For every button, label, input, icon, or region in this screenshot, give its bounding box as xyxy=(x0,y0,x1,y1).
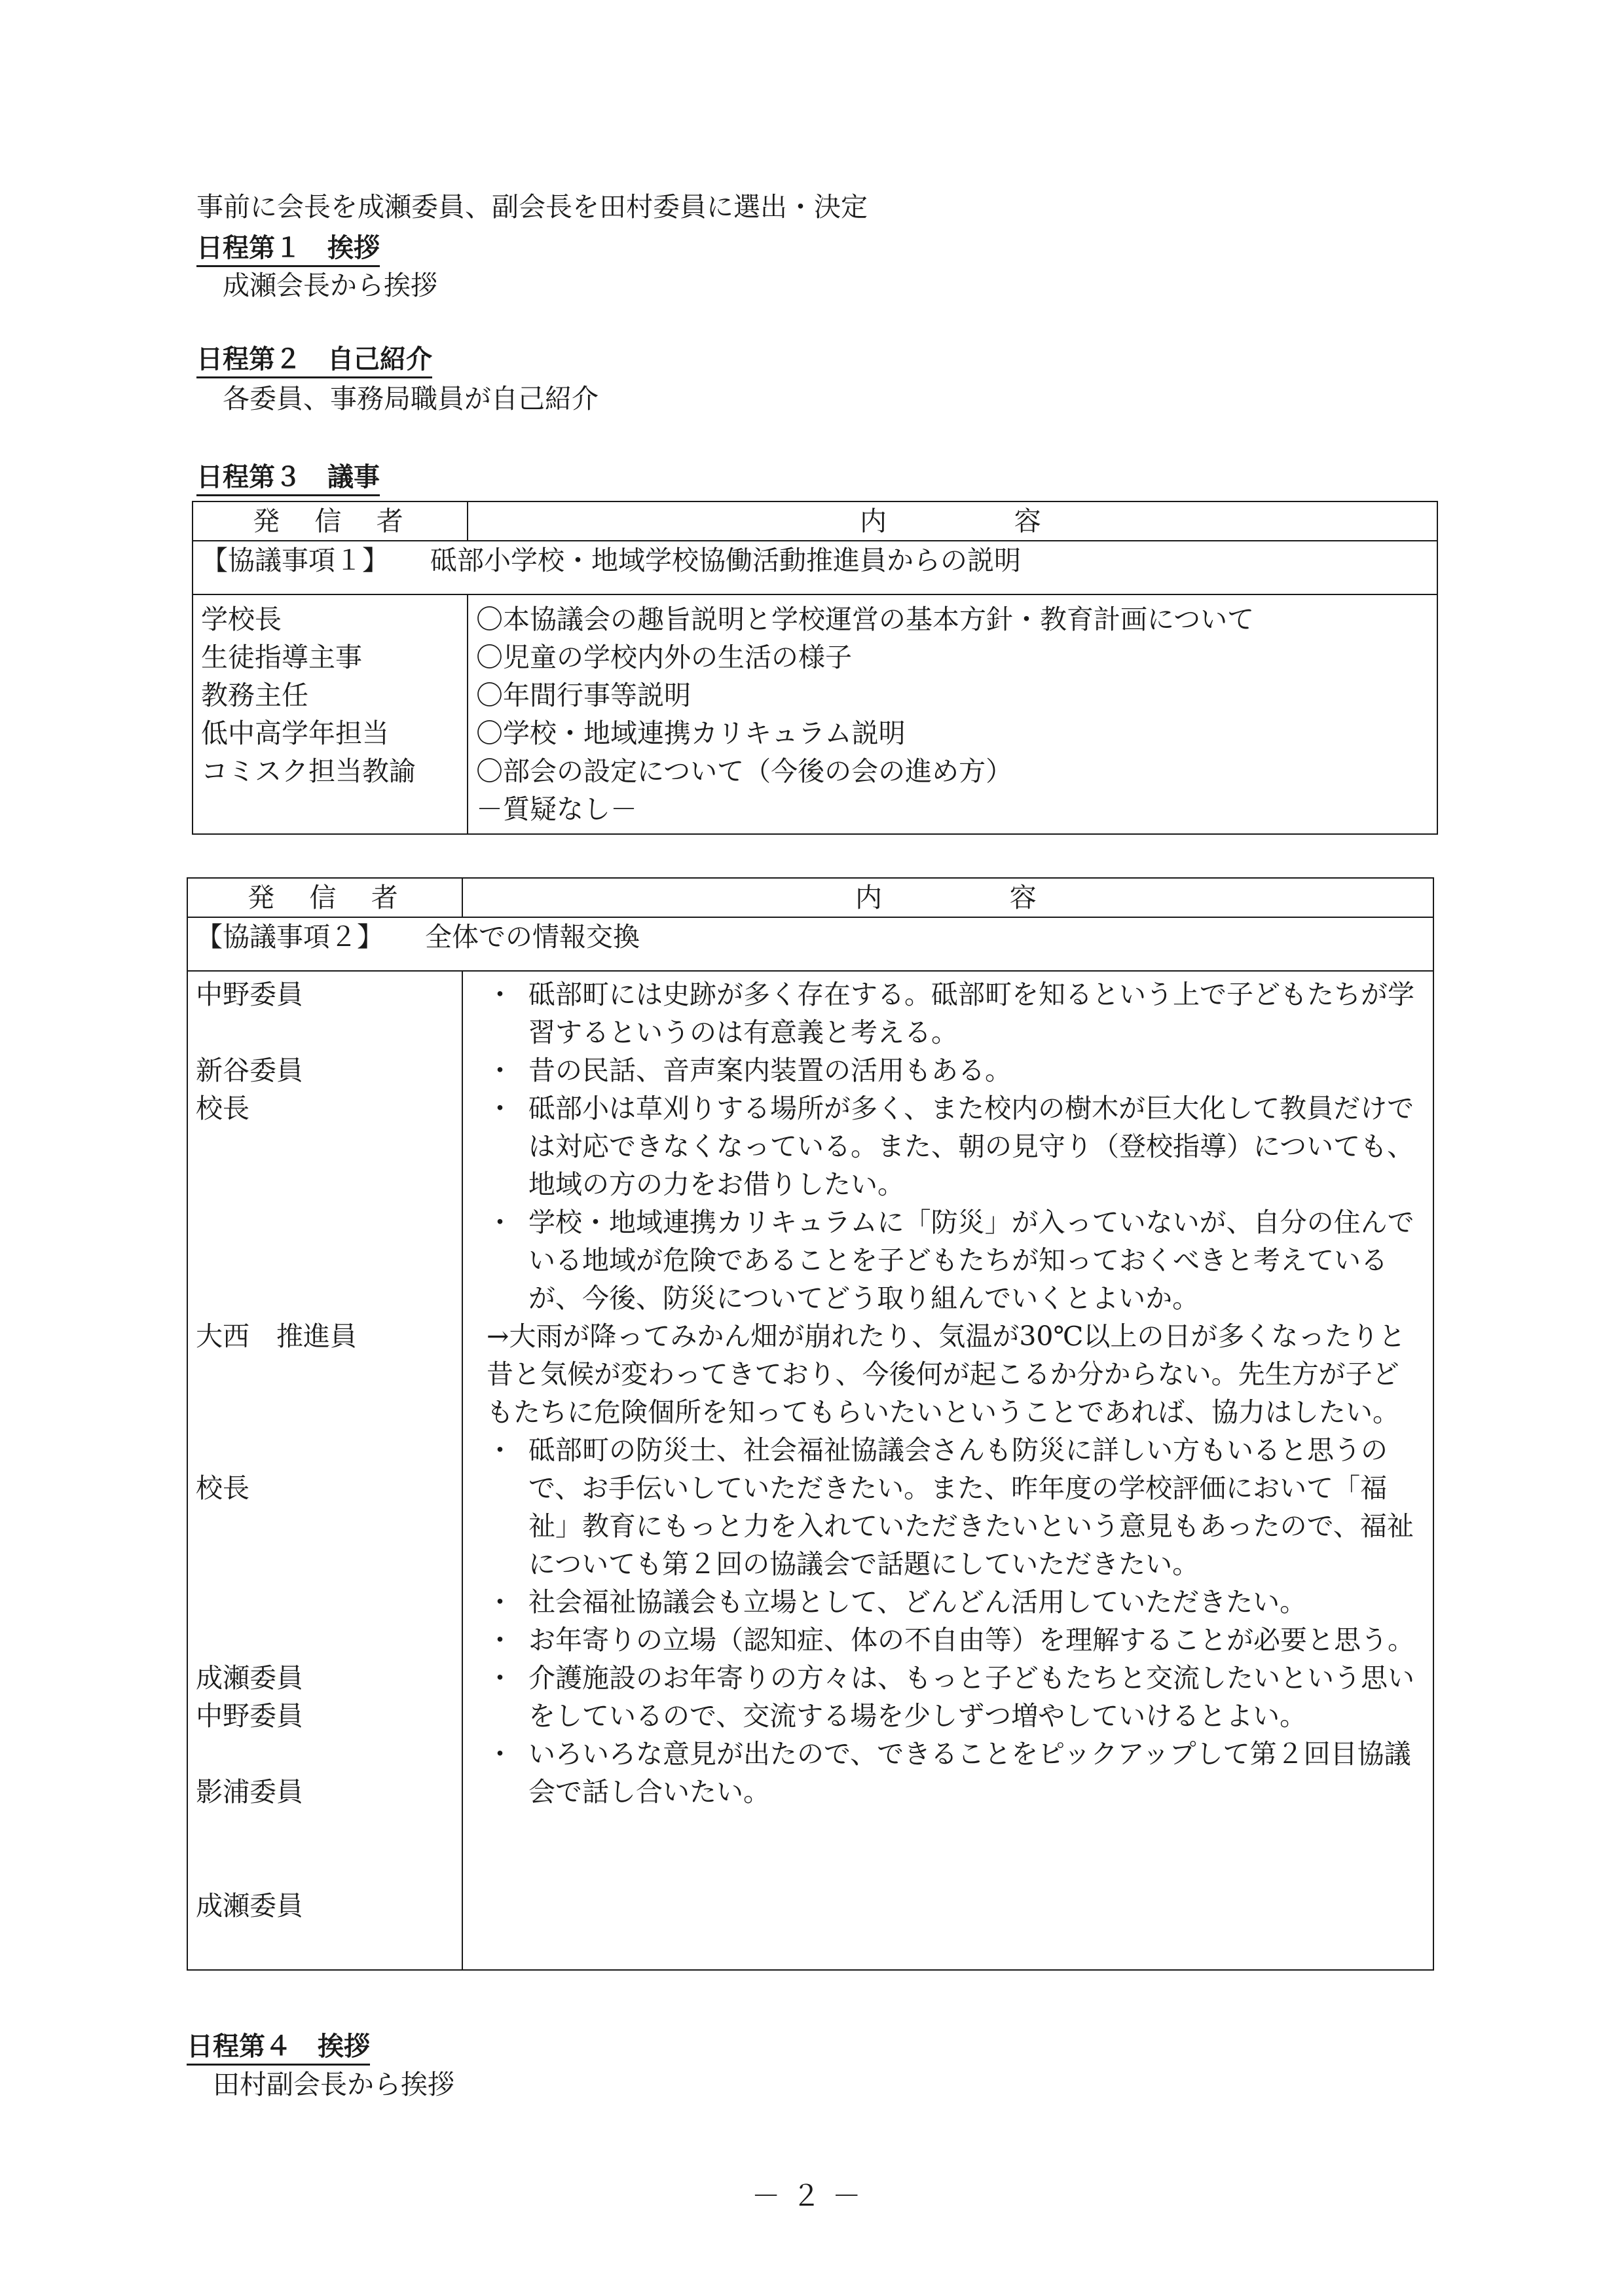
item3-heading: 日程第３ 議事 xyxy=(196,462,380,496)
table-header-row xyxy=(187,878,1433,917)
speaker-name: 教務主任 xyxy=(201,680,308,711)
speaker-column-header: 発 信 者 xyxy=(193,501,468,541)
speaker-name: 成瀬委員 xyxy=(196,1890,303,1922)
speaker-name: 中野委員 xyxy=(196,979,303,1010)
bullet-icon: ・ xyxy=(487,1434,513,1466)
speaker-spacer xyxy=(196,1849,454,1887)
speaker-column-header: 発 信 者 xyxy=(187,878,462,917)
speaker-spacer xyxy=(196,1925,454,1963)
bullet-icon: ・ xyxy=(487,1624,513,1656)
speaker-spacer xyxy=(196,1013,454,1051)
discussion-entry: ・ 社会福祉協議会も立場として、どんどん活用していただきたい。 xyxy=(487,1583,1418,1621)
content-item: 〇部会の設定について（今後の会の進め方） xyxy=(476,756,1013,787)
bullet-icon: ・ xyxy=(487,1207,513,1238)
speaker-spacer xyxy=(196,1165,454,1203)
speaker-spacer xyxy=(196,1127,454,1165)
discussion-entry: ・ 砥部町の防災士、社会福祉協議会さんも防災に詳しい方もいると思うので、お手伝いしていただきたい。また、昨年度の学校評価において「福祉」教育にもっと力を入れていただきたいという意見もあったので、福祉についても第２回の協議会で話題にしていただきたい。 xyxy=(487,1431,1418,1583)
content-item: 〇児童の学校内外の生活の様子 xyxy=(476,642,852,673)
page-number: －２－ xyxy=(751,2179,873,2213)
item2-heading: 日程第２ 自己紹介 xyxy=(196,344,432,378)
table-row xyxy=(193,594,1437,834)
content-column-header: 内 容 xyxy=(462,878,1433,917)
speaker-spacer xyxy=(196,1811,454,1849)
topic-label: 【協議事項２】 xyxy=(196,921,384,953)
item1-text: 成瀬会長から挨拶 xyxy=(223,270,437,301)
bullet-icon: ・ xyxy=(487,1093,513,1124)
item4-text: 田村副会長から挨拶 xyxy=(213,2069,454,2100)
discussion-entry: ・ 昔の民話、音声案内装置の活用もある。 xyxy=(487,1051,1418,1089)
speaker-name: 校長 xyxy=(196,1093,249,1124)
speaker-spacer xyxy=(196,1431,454,1469)
topic-title: 砥部小学校・地域学校協働活動推進員からの説明 xyxy=(430,545,1022,576)
bullet-icon: ・ xyxy=(487,979,513,1010)
item2-text: 各委員、事務局職員が自己紹介 xyxy=(223,383,599,414)
speaker-spacer xyxy=(196,1241,454,1279)
content-item: －質疑なし－ xyxy=(476,793,637,825)
speaker-name: 大西 推進員 xyxy=(196,1321,357,1352)
agenda-table-1 xyxy=(192,501,1438,835)
speaker-name: 低中高学年担当 xyxy=(201,718,389,749)
topic-row xyxy=(187,917,1433,971)
speaker-name: 生徒指導主事 xyxy=(201,642,362,673)
speaker-spacer xyxy=(196,1203,454,1241)
bullet-icon: ・ xyxy=(487,1586,513,1618)
speaker-name: 成瀬委員 xyxy=(196,1662,303,1694)
speaker-spacer xyxy=(196,1735,454,1773)
speaker-spacer xyxy=(196,1545,454,1583)
topic-label: 【協議事項１】 xyxy=(201,545,389,576)
table-row xyxy=(187,971,1433,1970)
item4-heading: 日程第４ 挨拶 xyxy=(187,2031,370,2066)
speaker-name: 学校長 xyxy=(201,604,282,635)
speaker-spacer xyxy=(196,1279,454,1317)
content-cell xyxy=(468,594,1437,834)
speaker-cell xyxy=(193,594,468,834)
bullet-icon: ・ xyxy=(487,1055,513,1086)
speaker-name: 中野委員 xyxy=(196,1700,303,1732)
speaker-spacer xyxy=(196,1621,454,1659)
content-column-header: 内 容 xyxy=(468,501,1437,541)
bullet-icon: ・ xyxy=(487,1738,513,1770)
intro-text: 事前に会長を成瀬委員、副会長を田村委員に選出・決定 xyxy=(196,191,868,223)
topic-title: 全体での情報交換 xyxy=(425,921,640,953)
content-cell xyxy=(462,971,1433,1970)
discussion-reply: →大雨が降ってみかん畑が崩れたり、気温が30℃以上の日が多くなったりと昔と気候が変わってきており、今後何が起こるか分からない。先生方が子どもたちに危険個所を知ってもらいたいということであれば、協力はしたい。 xyxy=(487,1321,1406,1428)
speaker-spacer xyxy=(196,1393,454,1431)
speaker-name: 新谷委員 xyxy=(196,1055,303,1086)
content-item: 〇年間行事等説明 xyxy=(476,680,691,711)
speaker-spacer xyxy=(196,1355,454,1393)
topic-row xyxy=(193,541,1437,594)
discussion-entry: ・ 砥部小は草刈りする場所が多く、また校内の樹木が巨大化して教員だけでは対応できなくなっている。また、朝の見守り（登校指導）についても、地域の方の力をお借りしたい。 xyxy=(487,1089,1418,1203)
table-header-row xyxy=(193,501,1437,541)
agenda-table-2 xyxy=(187,877,1434,1971)
content-item: 〇本協議会の趣旨説明と学校運営の基本方針・教育計画について xyxy=(476,604,1255,635)
discussion-entry: ・ 学校・地域連携カリキュラムに「防災」が入っていないが、自分の住んでいる地域が危険であることを子どもたちが知っておくべきと考えているが、今後、防災についてどう取り組んでいくとよいか。 xyxy=(487,1203,1418,1317)
discussion-entry: ・ 砥部町には史跡が多く存在する。砥部町を知るという上で子どもたちが学習するというのは有意義と考える。 xyxy=(487,975,1418,1051)
bullet-icon: ・ xyxy=(487,1662,513,1694)
speaker-spacer xyxy=(196,1507,454,1545)
discussion-entry: ・ いろいろな意見が出たので、できることをピックアップして第２回目協議会で話し合いたい。 xyxy=(487,1735,1418,1811)
item1-heading: 日程第１ 挨拶 xyxy=(196,232,380,267)
speaker-spacer xyxy=(196,1583,454,1621)
speaker-name: コミスク担当教諭 xyxy=(201,756,416,787)
content-item: 〇学校・地域連携カリキュラム説明 xyxy=(476,718,906,749)
speaker-name: 影浦委員 xyxy=(196,1776,303,1808)
discussion-entry: ・ お年寄りの立場（認知症、体の不自由等）を理解することが必要と思う。 xyxy=(487,1621,1418,1659)
speaker-cell xyxy=(187,971,462,1970)
discussion-entry: ・ 介護施設のお年寄りの方々は、もっと子どもたちと交流したいという思いをしているので、交流する場を少しずつ増やしていけるとよい。 xyxy=(487,1659,1418,1735)
speaker-name: 校長 xyxy=(196,1472,249,1504)
